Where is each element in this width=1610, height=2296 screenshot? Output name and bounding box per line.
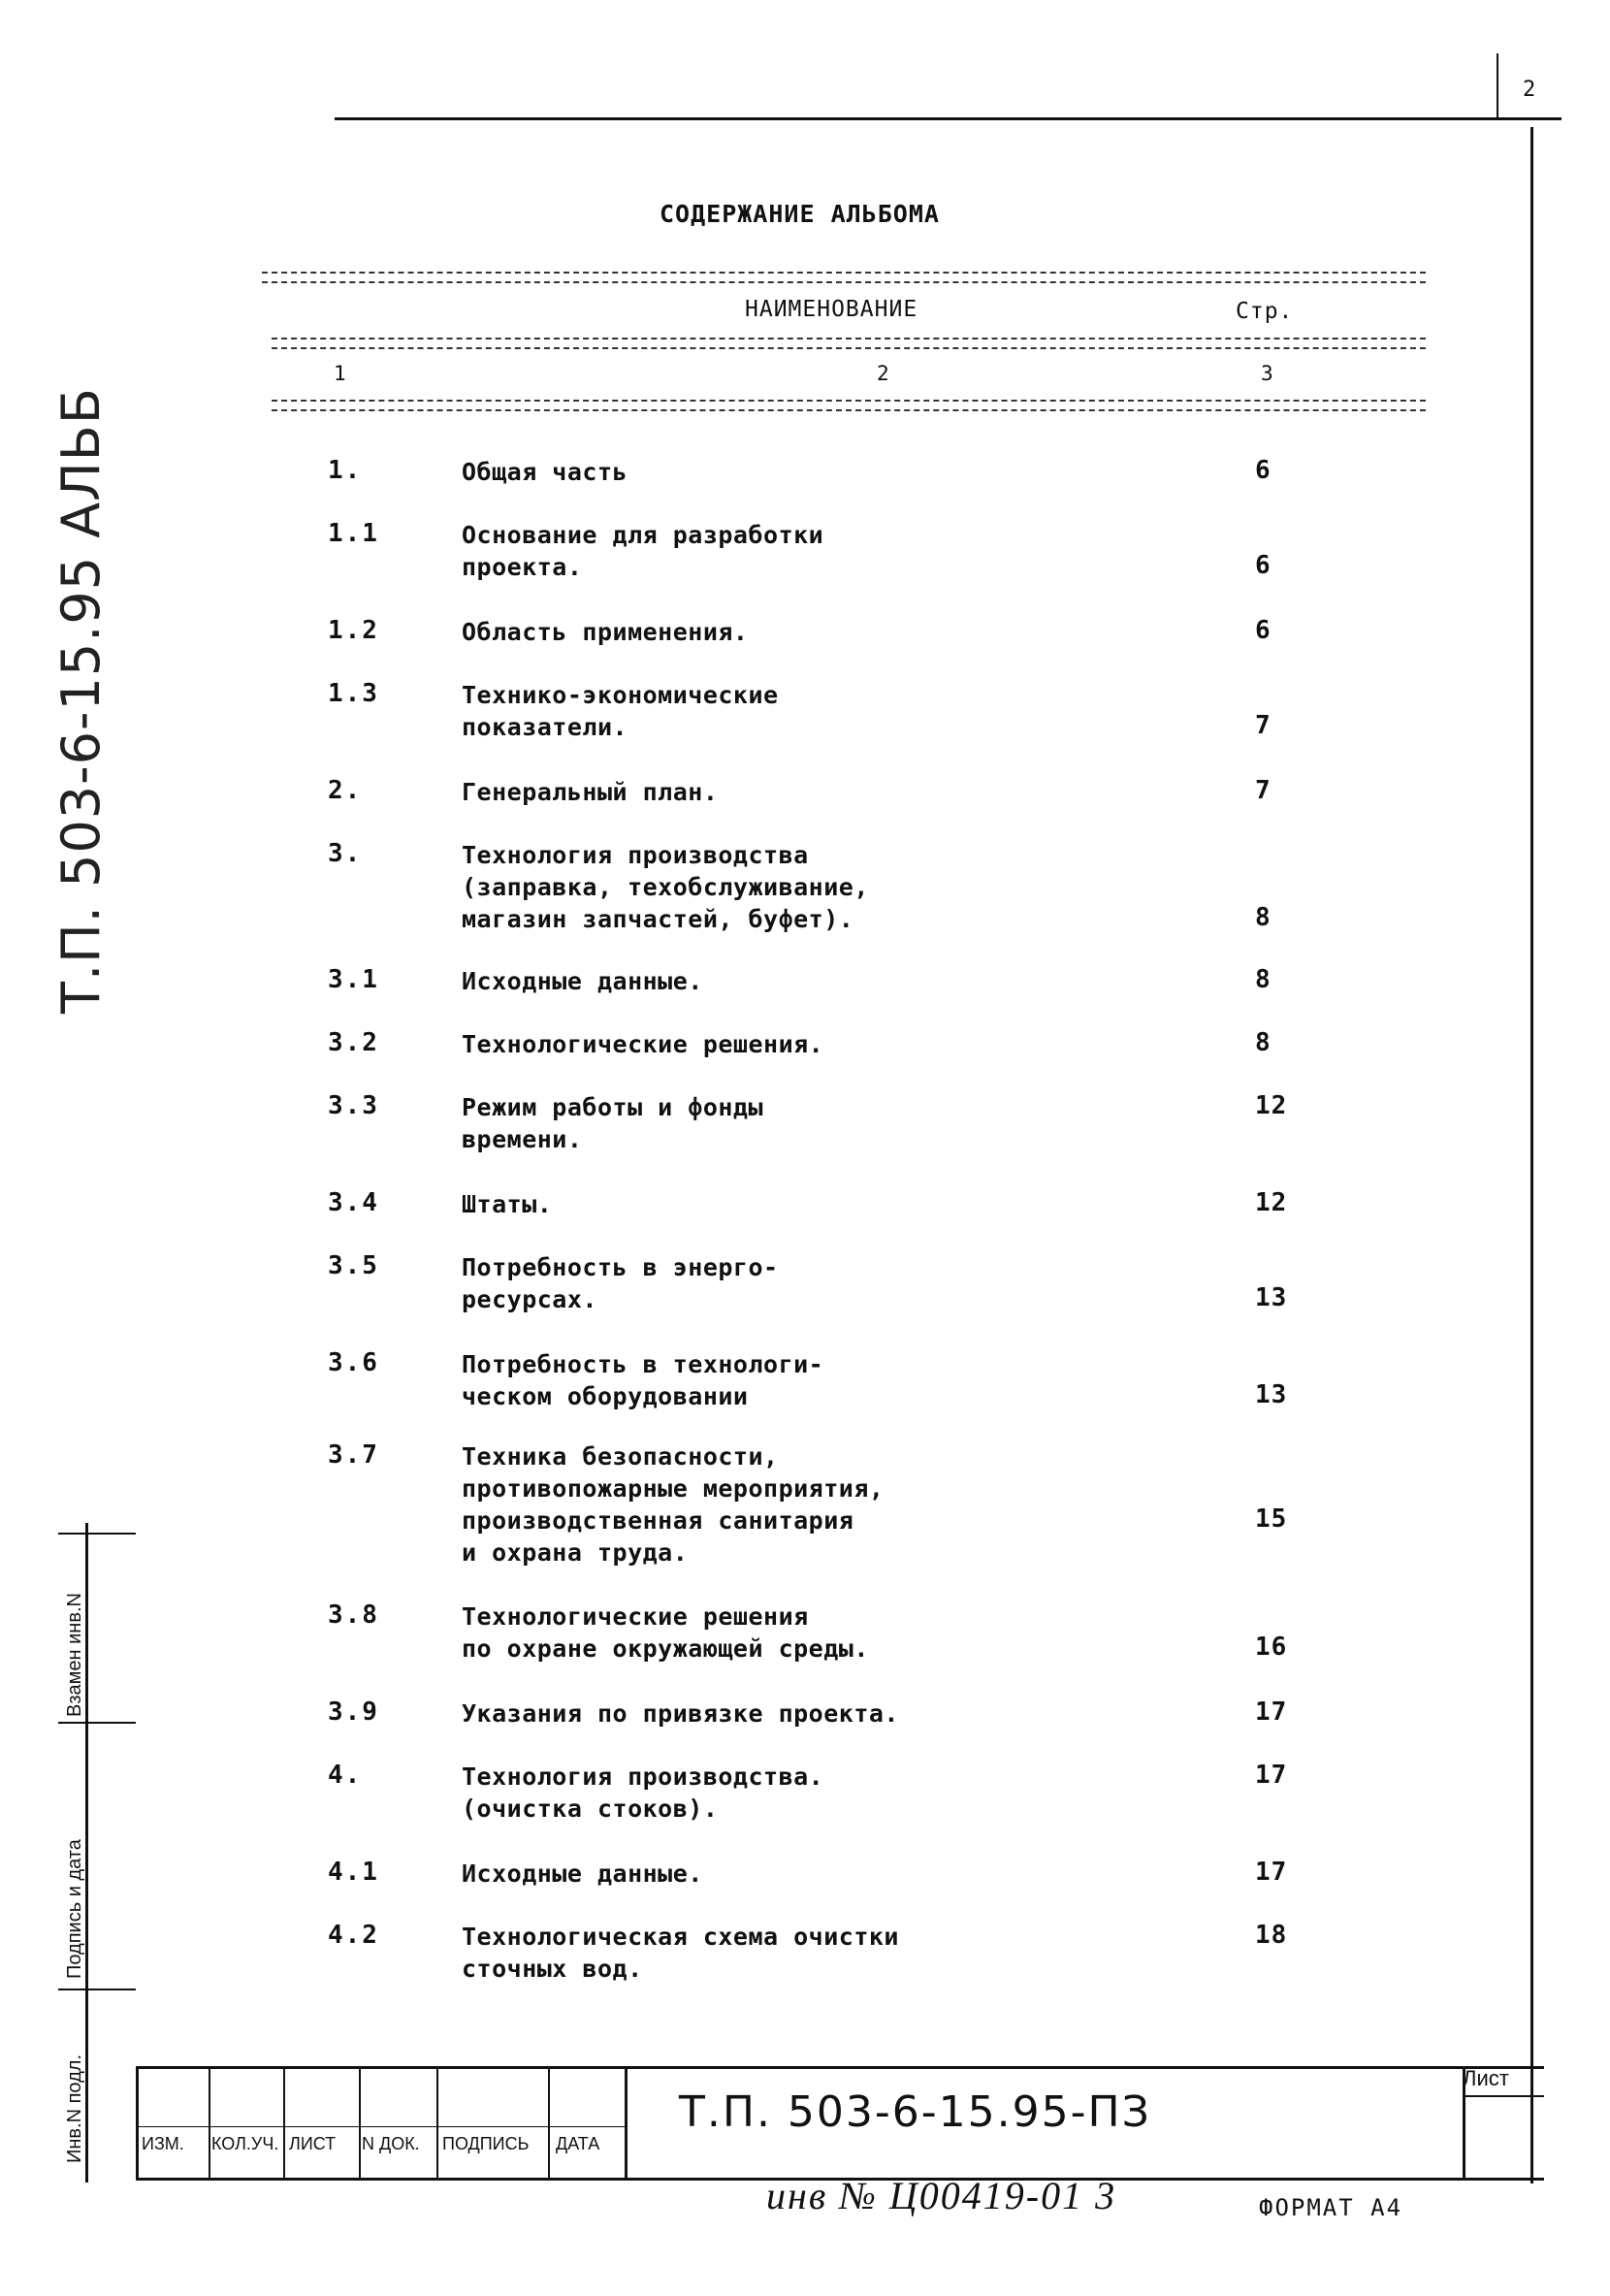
item-title: Потребность в технологи- ческом оборудовании bbox=[462, 1350, 824, 1410]
header-mid-rule bbox=[272, 338, 1426, 349]
item-page: 13 bbox=[1255, 1283, 1288, 1312]
item-title: Техника безопасности, противопожарные мероприятия, производственная санитария и охрана труда. bbox=[462, 1442, 885, 1567]
item-number: 3.1 bbox=[328, 965, 379, 994]
item-page: 12 bbox=[1255, 1188, 1288, 1217]
item-page: 18 bbox=[1255, 1921, 1288, 1950]
item-number: 2. bbox=[328, 776, 363, 805]
stamp-list: ЛИСТ bbox=[289, 2134, 337, 2153]
item-number: 1.1 bbox=[328, 519, 379, 548]
document-code: Т.П. 503-6-15.95-ПЗ bbox=[679, 2087, 1151, 2137]
item-title: Технология производства (заправка, техобслуживание, магазин запчастей, буфет). bbox=[462, 841, 869, 933]
item-number: 1. bbox=[328, 456, 363, 485]
item-title: Основание для разработки проекта. bbox=[462, 521, 824, 581]
item-number: 4.1 bbox=[328, 1858, 379, 1887]
column-header-name: НАИМЕНОВАНИЕ bbox=[745, 297, 918, 322]
item-number: 4. bbox=[328, 1761, 363, 1790]
item-title: Потребность в энерго- ресурсах. bbox=[462, 1253, 779, 1313]
stamp-ndok: N ДОК. bbox=[362, 2134, 420, 2153]
column-number-1: 1 bbox=[334, 362, 346, 385]
item-title: Область применения. bbox=[462, 618, 749, 646]
item-title: Технологическая схема очистки сточных вод. bbox=[462, 1923, 899, 1983]
item-page: 17 bbox=[1255, 1761, 1288, 1790]
item-page: 6 bbox=[1255, 456, 1272, 485]
side-label-podpis: Подпись и дата bbox=[64, 1839, 85, 1979]
item-page: 8 bbox=[1255, 965, 1272, 994]
item-page: 6 bbox=[1255, 616, 1272, 645]
side-label-inv-podl: Инв.N подл. bbox=[64, 2053, 85, 2163]
item-title: Общая часть bbox=[462, 458, 628, 486]
item-page: 17 bbox=[1255, 1858, 1288, 1887]
item-title: Технологические решения. bbox=[462, 1030, 824, 1058]
page-number-divider bbox=[1497, 53, 1498, 119]
document-title: СОДЕРЖАНИЕ АЛЬБОМА bbox=[660, 200, 940, 228]
item-number: 1.3 bbox=[328, 679, 379, 708]
item-number: 1.2 bbox=[328, 616, 379, 645]
item-page: 16 bbox=[1255, 1633, 1288, 1662]
inventory-number: инв № Ц00419-01 3 bbox=[766, 2174, 1117, 2217]
frame-top-line bbox=[335, 117, 1562, 120]
item-page: 15 bbox=[1255, 1504, 1288, 1534]
frame-right-line bbox=[1530, 127, 1533, 2183]
column-number-3: 3 bbox=[1261, 362, 1273, 385]
stamp-koluch: КОЛ.УЧ. bbox=[211, 2134, 279, 2153]
item-number: 3.9 bbox=[328, 1698, 379, 1727]
item-number: 3.4 bbox=[328, 1188, 379, 1217]
item-title: Технологические решения по охране окружающей среды. bbox=[462, 1602, 869, 1663]
side-label-vzamen: Взамен инв.N bbox=[64, 1593, 85, 1717]
column-header-page: Стр. bbox=[1236, 299, 1294, 324]
item-page: 8 bbox=[1255, 1028, 1272, 1057]
item-title: Штаты. bbox=[462, 1190, 553, 1218]
item-title: Режим работы и фонды времени. bbox=[462, 1093, 764, 1153]
item-title: Исходные данные. bbox=[462, 967, 703, 995]
header-top-rule bbox=[262, 272, 1426, 283]
header-bottom-rule bbox=[272, 400, 1426, 411]
item-page: 7 bbox=[1255, 711, 1272, 740]
item-number: 3.8 bbox=[328, 1601, 379, 1630]
item-number: 3.6 bbox=[328, 1348, 379, 1377]
page-number: 2 bbox=[1523, 78, 1536, 102]
side-strip-divider-1 bbox=[58, 1533, 136, 1535]
item-page: 12 bbox=[1255, 1091, 1288, 1120]
side-album-code: Т.П. 503-6-15.95 АЛЬБ bbox=[50, 387, 112, 1014]
item-title: Указания по привязке проекта. bbox=[462, 1699, 899, 1728]
item-number: 3.5 bbox=[328, 1251, 379, 1280]
stamp-data: ДАТА bbox=[556, 2134, 600, 2153]
side-strip-divider-3 bbox=[58, 1989, 136, 1990]
item-page: 7 bbox=[1255, 776, 1272, 805]
stamp-list-label: Лист bbox=[1463, 2066, 1509, 2090]
side-strip-divider-2 bbox=[58, 1722, 136, 1724]
item-page: 17 bbox=[1255, 1698, 1288, 1727]
column-number-2: 2 bbox=[877, 362, 889, 385]
item-page: 13 bbox=[1255, 1380, 1288, 1409]
item-number: 3.3 bbox=[328, 1091, 379, 1120]
item-number: 3.2 bbox=[328, 1028, 379, 1057]
item-number: 3. bbox=[328, 839, 363, 868]
stamp-izm: ИЗМ. bbox=[142, 2134, 184, 2153]
item-number: 4.2 bbox=[328, 1921, 379, 1950]
item-title: Технология производства. (очистка стоков). bbox=[462, 1762, 824, 1823]
item-page: 6 bbox=[1255, 551, 1272, 580]
stamp-podpis: ПОДПИСЬ bbox=[442, 2134, 530, 2153]
format-label: ФОРМАТ А4 bbox=[1259, 2194, 1403, 2221]
item-title: Генеральный план. bbox=[462, 778, 719, 806]
item-title: Исходные данные. bbox=[462, 1859, 703, 1888]
item-number: 3.7 bbox=[328, 1440, 379, 1470]
item-title: Технико-экономические показатели. bbox=[462, 681, 779, 741]
item-page: 8 bbox=[1255, 903, 1272, 932]
